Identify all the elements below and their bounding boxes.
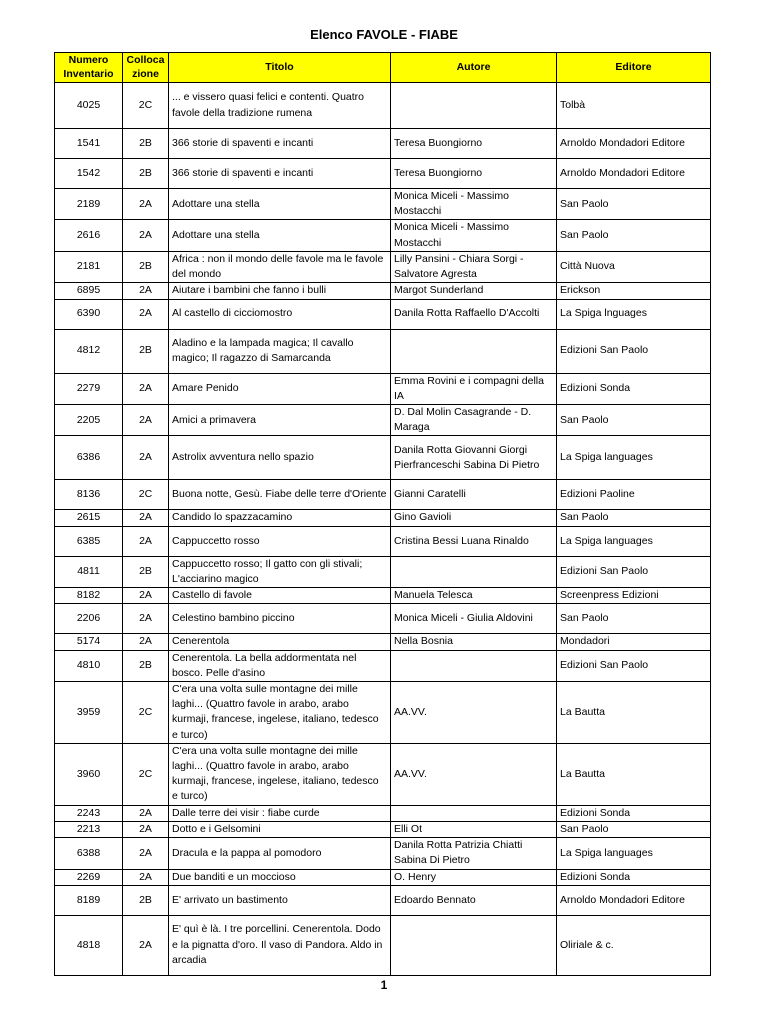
cell-editore: La Spiga lnguages — [557, 299, 711, 329]
cell-collocazione: 2A — [123, 283, 169, 299]
cell-editore: Edizioni Sonda — [557, 805, 711, 821]
cell-titolo: Dotto e i Gelsomini — [169, 821, 391, 837]
cell-collocazione: 2C — [123, 681, 169, 743]
cell-collocazione: 2A — [123, 838, 169, 869]
cell-collocazione: 2A — [123, 510, 169, 526]
cell-titolo: Cenerentola. La bella addormentata nel bosco. Pelle d'asino — [169, 650, 391, 681]
table-row — [55, 83, 711, 129]
cell-collocazione: 2A — [123, 588, 169, 604]
cell-numero-inventario: 2243 — [55, 805, 123, 821]
cell-numero-inventario: 4812 — [55, 329, 123, 373]
cell-editore: Screenpress Edizioni — [557, 588, 711, 604]
cell-titolo: Aiutare i bambini che fanno i bulli — [169, 283, 391, 299]
cell-numero-inventario: 3959 — [55, 681, 123, 743]
cell-editore: San Paolo — [557, 189, 711, 220]
cell-titolo: ... e vissero quasi felici e contenti. Quatro favole della tradizione rumena — [169, 83, 391, 129]
cell-collocazione: 2B — [123, 251, 169, 282]
cell-editore: San Paolo — [557, 510, 711, 526]
cell-editore: La Bautta — [557, 681, 711, 743]
table-row — [55, 480, 711, 510]
cell-numero-inventario: 2205 — [55, 404, 123, 435]
cell-editore: Erickson — [557, 283, 711, 299]
cell-editore: Edizioni Sonda — [557, 869, 711, 885]
cell-collocazione: 2A — [123, 220, 169, 251]
cell-collocazione: 2A — [123, 299, 169, 329]
table-row — [55, 885, 711, 915]
cell-autore: Monica Miceli - Massimo Mostacchi — [391, 189, 557, 220]
cell-collocazione: 2B — [123, 329, 169, 373]
header-editore: Editore — [557, 53, 711, 83]
cell-collocazione: 2A — [123, 373, 169, 404]
cell-numero-inventario: 6386 — [55, 436, 123, 480]
cell-collocazione: 2A — [123, 869, 169, 885]
cell-autore — [391, 83, 557, 129]
cell-autore: Emma Rovini e i compagni della IA — [391, 373, 557, 404]
cell-editore: La Spiga languages — [557, 838, 711, 869]
table-row — [55, 283, 711, 299]
table-row — [55, 634, 711, 650]
table-row — [55, 681, 711, 743]
cell-editore: Arnoldo Mondadori Editore — [557, 159, 711, 189]
cell-numero-inventario: 6388 — [55, 838, 123, 869]
table-row — [55, 915, 711, 975]
cell-editore: Edizioni San Paolo — [557, 556, 711, 587]
document-title: Elenco FAVOLE - FIABE — [310, 27, 458, 42]
cell-numero-inventario: 5174 — [55, 634, 123, 650]
cell-collocazione: 2A — [123, 526, 169, 556]
cell-titolo: Aladino e la lampada magica; Il cavallo magico; Il ragazzo di Samarcanda — [169, 329, 391, 373]
cell-editore: La Bautta — [557, 743, 711, 805]
cell-collocazione: 2B — [123, 129, 169, 159]
cell-editore: Edizioni Paoline — [557, 480, 711, 510]
cell-autore — [391, 915, 557, 975]
table-row — [55, 869, 711, 885]
cell-editore: Mondadori — [557, 634, 711, 650]
table-row — [55, 220, 711, 251]
cell-titolo: E' arrivato un bastimento — [169, 885, 391, 915]
cell-autore: Margot Sunderland — [391, 283, 557, 299]
cell-autore: Monica Miceli - Giulia Aldovini — [391, 604, 557, 634]
cell-editore: San Paolo — [557, 404, 711, 435]
cell-titolo: Amici a primavera — [169, 404, 391, 435]
cell-numero-inventario: 4810 — [55, 650, 123, 681]
cell-editore: Tolbà — [557, 83, 711, 129]
table-row — [55, 604, 711, 634]
cell-collocazione: 2A — [123, 604, 169, 634]
header-autore: Autore — [391, 53, 557, 83]
cell-numero-inventario: 6385 — [55, 526, 123, 556]
cell-collocazione: 2A — [123, 404, 169, 435]
cell-autore: Cristina Bessi Luana Rinaldo — [391, 526, 557, 556]
cell-editore: Edizioni San Paolo — [557, 650, 711, 681]
header-titolo: Titolo — [169, 53, 391, 83]
table-row — [55, 650, 711, 681]
cell-collocazione: 2B — [123, 885, 169, 915]
cell-editore: Arnoldo Mondadori Editore — [557, 129, 711, 159]
cell-collocazione: 2B — [123, 159, 169, 189]
cell-titolo: Cappuccetto rosso — [169, 526, 391, 556]
cell-numero-inventario: 6895 — [55, 283, 123, 299]
cell-titolo: Cappuccetto rosso; Il gatto con gli stivali; L'acciarino magico — [169, 556, 391, 587]
header-numero-inventario: Numero Inventario — [55, 53, 123, 83]
cell-numero-inventario: 4818 — [55, 915, 123, 975]
cell-editore: Città Nuova — [557, 251, 711, 282]
cell-numero-inventario: 8182 — [55, 588, 123, 604]
cell-autore: Danila Rotta Patrizia Chiatti Sabina Di Pietro — [391, 838, 557, 869]
cell-editore: San Paolo — [557, 220, 711, 251]
cell-numero-inventario: 1541 — [55, 129, 123, 159]
cell-autore: Lilly Pansini - Chiara Sorgi - Salvatore Agresta — [391, 251, 557, 282]
cell-autore: Danila Rotta Giovanni Giorgi Pierfranceschi Sabina Di Pietro — [391, 436, 557, 480]
cell-titolo: Africa : non il mondo delle favole ma le favole del mondo — [169, 251, 391, 282]
cell-titolo: Castello di favole — [169, 588, 391, 604]
header-collocazione: Colloca zione — [123, 53, 169, 83]
cell-titolo: Dracula e la pappa al pomodoro — [169, 838, 391, 869]
cell-numero-inventario: 2269 — [55, 869, 123, 885]
cell-editore: San Paolo — [557, 821, 711, 837]
cell-autore — [391, 329, 557, 373]
cell-titolo: Dalle terre dei visir : fiabe curde — [169, 805, 391, 821]
cell-titolo: Buona notte, Gesù. Fiabe delle terre d'Oriente — [169, 480, 391, 510]
cell-autore: Edoardo Bennato — [391, 885, 557, 915]
cell-titolo: Adottare una stella — [169, 189, 391, 220]
cell-titolo: Amare Penido — [169, 373, 391, 404]
table-row — [55, 404, 711, 435]
cell-titolo: C'era una volta sulle montagne dei mille laghi... (Quattro favole in arabo, arabo kurmaji, francese, ingelese, italiano, tedesco e turco) — [169, 681, 391, 743]
cell-editore: La Spiga languages — [557, 436, 711, 480]
cell-editore: Edizioni San Paolo — [557, 329, 711, 373]
table-row — [55, 805, 711, 821]
cell-editore: Arnoldo Mondadori Editore — [557, 885, 711, 915]
cell-autore: Gianni Caratelli — [391, 480, 557, 510]
cell-collocazione: 2A — [123, 634, 169, 650]
cell-collocazione: 2A — [123, 805, 169, 821]
cell-numero-inventario: 2616 — [55, 220, 123, 251]
cell-titolo: 366 storie di spaventi e incanti — [169, 129, 391, 159]
cell-numero-inventario: 1542 — [55, 159, 123, 189]
cell-numero-inventario: 4811 — [55, 556, 123, 587]
cell-titolo: Al castello di cicciomostro — [169, 299, 391, 329]
cell-collocazione: 2B — [123, 650, 169, 681]
cell-editore: Edizioni Sonda — [557, 373, 711, 404]
cell-autore: Monica Miceli - Massimo Mostacchi — [391, 220, 557, 251]
cell-titolo: C'era una volta sulle montagne dei mille laghi... (Quattro favole in arabo, arabo kurmaji, francese, ingelese, italiano, tedesco e turco) — [169, 743, 391, 805]
cell-numero-inventario: 2213 — [55, 821, 123, 837]
table-row — [55, 436, 711, 480]
cell-numero-inventario: 8136 — [55, 480, 123, 510]
cell-autore — [391, 556, 557, 587]
cell-autore: Manuela Telesca — [391, 588, 557, 604]
cell-collocazione: 2C — [123, 743, 169, 805]
table-row — [55, 251, 711, 282]
cell-numero-inventario: 3960 — [55, 743, 123, 805]
table-row — [55, 838, 711, 869]
table-row — [55, 129, 711, 159]
cell-autore: AA.VV. — [391, 681, 557, 743]
cell-titolo: Candido lo spazzacamino — [169, 510, 391, 526]
cell-numero-inventario: 2189 — [55, 189, 123, 220]
table-row — [55, 588, 711, 604]
cell-autore: Danila Rotta Raffaello D'Accolti — [391, 299, 557, 329]
cell-editore: San Paolo — [557, 604, 711, 634]
table-row — [55, 373, 711, 404]
table-row — [55, 526, 711, 556]
header-row — [55, 53, 711, 83]
cell-numero-inventario: 2615 — [55, 510, 123, 526]
cell-collocazione: 2B — [123, 556, 169, 587]
page-number: 1 — [380, 978, 388, 992]
cell-collocazione: 2C — [123, 480, 169, 510]
cell-titolo: Astrolix avventura nello spazio — [169, 436, 391, 480]
cell-numero-inventario: 4025 — [55, 83, 123, 129]
table-row — [55, 743, 711, 805]
cell-autore: AA.VV. — [391, 743, 557, 805]
cell-autore: D. Dal Molin Casagrande - D. Maraga — [391, 404, 557, 435]
cell-autore: O. Henry — [391, 869, 557, 885]
cell-collocazione: 2C — [123, 83, 169, 129]
cell-autore: Gino Gavioli — [391, 510, 557, 526]
table-row — [55, 189, 711, 220]
cell-collocazione: 2A — [123, 821, 169, 837]
cell-autore: Nella Bosnia — [391, 634, 557, 650]
cell-numero-inventario: 8189 — [55, 885, 123, 915]
cell-numero-inventario: 2279 — [55, 373, 123, 404]
cell-titolo: Cenerentola — [169, 634, 391, 650]
cell-numero-inventario: 2181 — [55, 251, 123, 282]
cell-numero-inventario: 6390 — [55, 299, 123, 329]
cell-autore: Teresa Buongiorno — [391, 129, 557, 159]
table-row — [55, 510, 711, 526]
cell-autore — [391, 650, 557, 681]
table-row — [55, 159, 711, 189]
cell-titolo: Adottare una stella — [169, 220, 391, 251]
cell-numero-inventario: 2206 — [55, 604, 123, 634]
table-row — [55, 329, 711, 373]
table-row — [55, 299, 711, 329]
inventory-table — [54, 52, 711, 976]
cell-collocazione: 2A — [123, 436, 169, 480]
cell-titolo: E' quì è là. I tre porcellini. Cenerentola. Dodo e la pignatta d'oro. Il vaso di Pandora. Aldo in arcadia — [169, 915, 391, 975]
table-row — [55, 821, 711, 837]
cell-titolo: Due banditi e un moccioso — [169, 869, 391, 885]
cell-autore — [391, 805, 557, 821]
cell-autore: Teresa Buongiorno — [391, 159, 557, 189]
table-row — [55, 556, 711, 587]
cell-collocazione: 2A — [123, 915, 169, 975]
cell-autore: Elli Ot — [391, 821, 557, 837]
cell-editore: Oliriale & c. — [557, 915, 711, 975]
table-body — [55, 83, 711, 976]
cell-titolo: 366 storie di spaventi e incanti — [169, 159, 391, 189]
cell-titolo: Celestino bambino piccino — [169, 604, 391, 634]
cell-editore: La Spiga languages — [557, 526, 711, 556]
cell-collocazione: 2A — [123, 189, 169, 220]
